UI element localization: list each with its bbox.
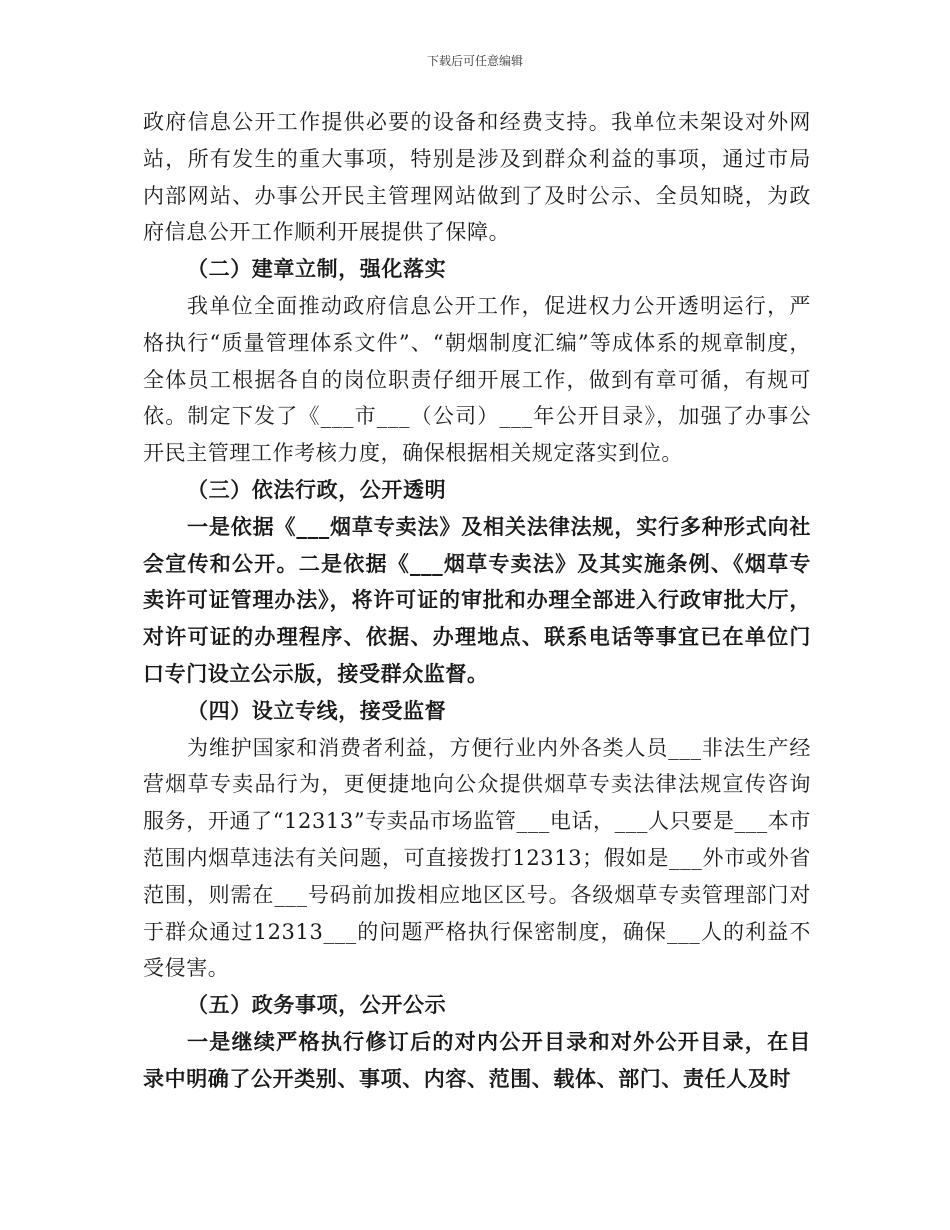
section-heading-4: （四）设立专线，接受监督 — [187, 697, 447, 723]
paragraph-section-5: 一是继续严格执行修订后的对内公开目录和对外公开目录，在目录中明确了公开类别、事项、内容、范围、载体、部门、责任人及时 — [143, 1028, 811, 1091]
section-heading-2: （二）建章立制，强化落实 — [187, 256, 447, 282]
header-note: 下载后可任意编辑 — [426, 54, 523, 68]
section-heading-5: （五）政务事项，公开公示 — [187, 992, 447, 1018]
paragraph-section-3: 一是依据《___烟草专卖法》及相关法律法规，实行多种形式向社会宣传和公开。二是依据《___烟草专卖法》及其实施条例、《烟草专卖许可证管理办法》，将许可证的审批和办理全部进入行政审批大厅，对许可证的办理程序、依据、办理地点、联系电话等事宜已在单位门口专门设立公示版，接受群众监督。 — [143, 513, 811, 686]
section-heading-3: （三）依法行政，公开透明 — [187, 476, 447, 502]
paragraph-continuation: 政府信息公开工作提供必要的设备和经费支持。我单位未架设对外网站，所有发生的重大事项，特别是涉及到群众利益的事项，通过市局内部网站、办事公开民主管理网站做到了及时公示、全员知晓，为政府信息公开工作顺利开展提供了保障。 — [143, 110, 811, 245]
paragraph-section-4: 为维护国家和消费者利益，方便行业内外各类人员___非法生产经营烟草专卖品行为，更便捷地向公众提供烟草专卖法律法规宣传咨询服务，开通了“12313”专卖品市场监管___电话，___人只要是___本市范围内烟草违法有关问题，可直接拨打12313；假如是___外市或外省范围，则需在___号码前加拨相应地区区号。各级烟草专卖管理部门对于群众通过12313___的问题严格执行保密制度，确保___人的利益不受侵害。 — [143, 735, 811, 981]
paragraph-section-2: 我单位全面推动政府信息公开工作，促进权力公开透明运行，严格执行“质量管理体系文件”、“朝烟制度汇编”等成体系的规章制度，全体员工根据各自的岗位职责仔细开展工作，做到有章可循，有规可依。制定下发了《___市___（公司）___年公开目录》，加强了办事公开民主管理工作考核力度，确保根据相关规定落实到位。 — [143, 293, 811, 466]
document-body — [143, 104, 811, 1098]
